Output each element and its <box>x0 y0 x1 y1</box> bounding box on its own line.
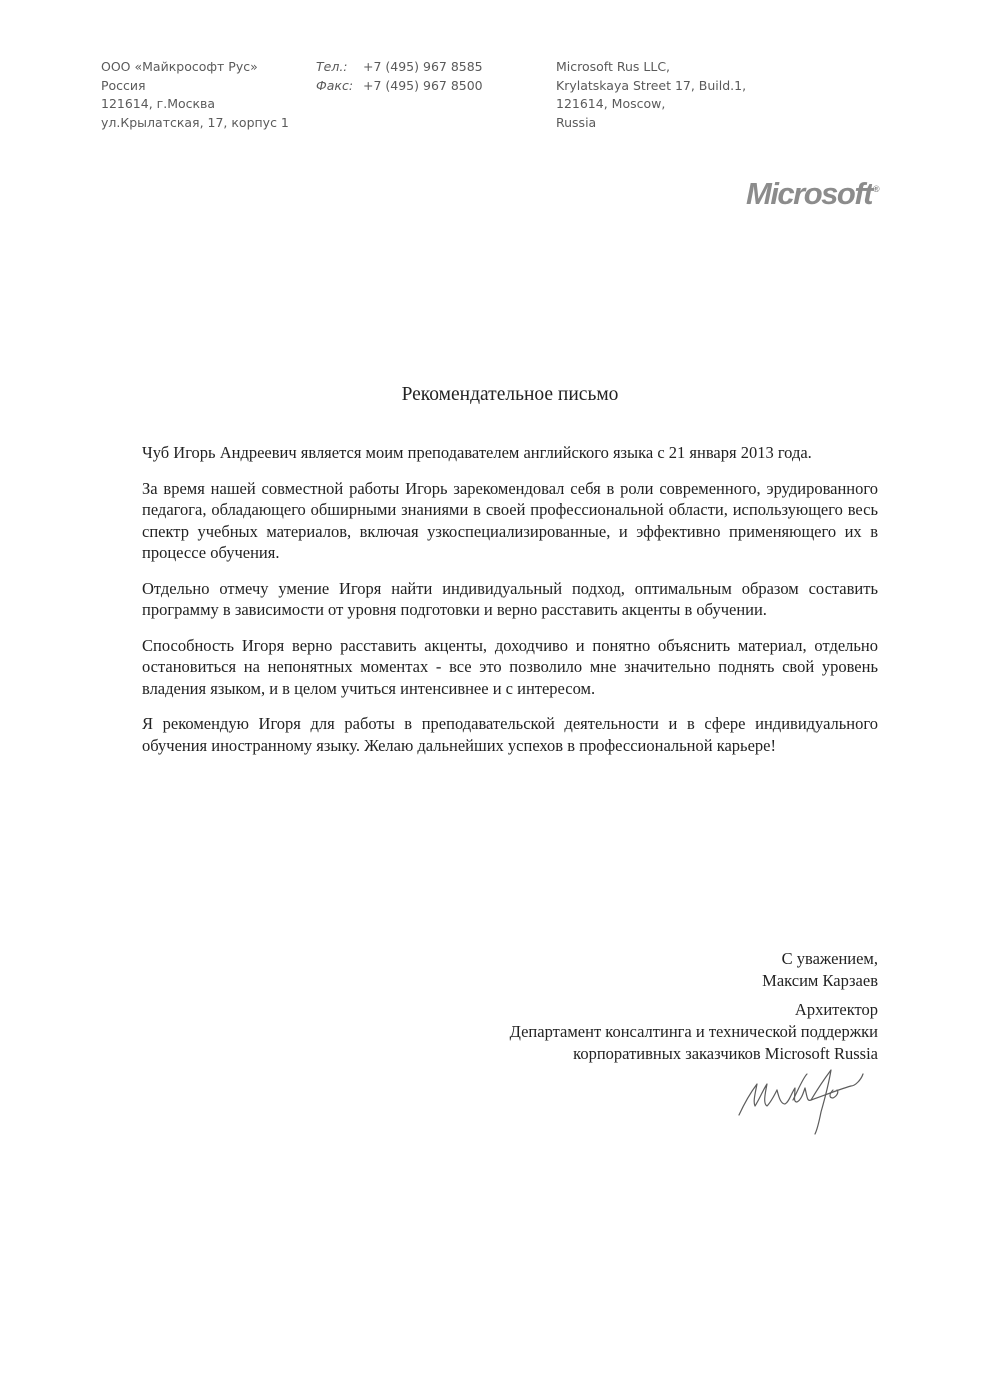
department-line: Департамент консалтинга и технической поддержки <box>509 1022 878 1041</box>
letter-paragraph: Я рекомендую Игоря для работы в преподавательской деятельности и в сфере индивидуального обучения иностранному языку. Желаю дальнейших успехов в профессиональной карьере! <box>142 714 878 755</box>
phone-number: +7 (495) 967 8585 <box>363 59 483 74</box>
en-address-line: Krylatskaya Street 17, Build.1, <box>556 77 747 93</box>
salutation: С уважением, <box>781 949 878 968</box>
ru-address-line: ул.Крылатская, 17, корпус 1 <box>101 114 289 130</box>
en-address-line: Microsoft Rus LLC, <box>556 59 671 74</box>
letter-paragraph: Чуб Игорь Андреевич является моим преподавателем английского языка с 21 января 2013 года. <box>142 443 812 462</box>
letter-title: Рекомендательное письмо <box>401 384 619 405</box>
signature-icon <box>733 1060 873 1150</box>
en-address-line: 121614, Moscow, <box>556 96 666 111</box>
letter-body <box>142 442 878 770</box>
ru-address-line: ООО «Майкрософт Рус» <box>101 59 258 74</box>
microsoft-logo <box>746 176 879 212</box>
en-address-line: Russia <box>556 114 597 130</box>
ru-address <box>101 58 289 132</box>
fax-label: Факс: <box>316 77 354 93</box>
signer-name: Максим Карзаев <box>762 971 878 990</box>
contacts-block <box>316 58 483 95</box>
letter-paragraph: За время нашей совместной работы Игорь зарекомендовал себя в роли современного, эрудированного педагога, обладающего обширными знаниями в своей профессиональной области, использующего весь спектр учебных материалов, включая узкоспециализированные, и эффективно применяющего их в процессе обучения. <box>142 478 878 562</box>
fax-row <box>316 77 483 96</box>
fax-number: +7 (495) 967 8500 <box>363 77 483 93</box>
closing-block <box>510 948 878 1065</box>
letter-paragraph: Способность Игоря верно расставить акценты, доходчиво и понятно объяснить материал, отдельно остановиться на непонятных моментах - все это позволило мне значительно поднять свой уровень владения языком, и в целом учиться интенсивнее и с интересом. <box>142 635 878 698</box>
ru-address-line: Россия <box>101 77 146 93</box>
phone-label: Тел.: <box>316 59 348 74</box>
registered-mark: ® <box>873 184 880 194</box>
signer-position: Архитектор <box>794 1000 878 1019</box>
logo-text: Microsoft <box>746 176 872 211</box>
phone-row <box>316 58 483 77</box>
ru-address-line: 121614, г.Москва <box>101 96 216 111</box>
letter-paragraph: Отдельно отмечу умение Игоря найти индивидуальный подход, оптимальным образом составить программу в зависимости от уровня подготовки и верно расставить акценты в обучении. <box>142 578 878 619</box>
department-line: корпоративных заказчиков Microsoft Russia <box>573 1044 878 1063</box>
en-address <box>556 58 746 132</box>
